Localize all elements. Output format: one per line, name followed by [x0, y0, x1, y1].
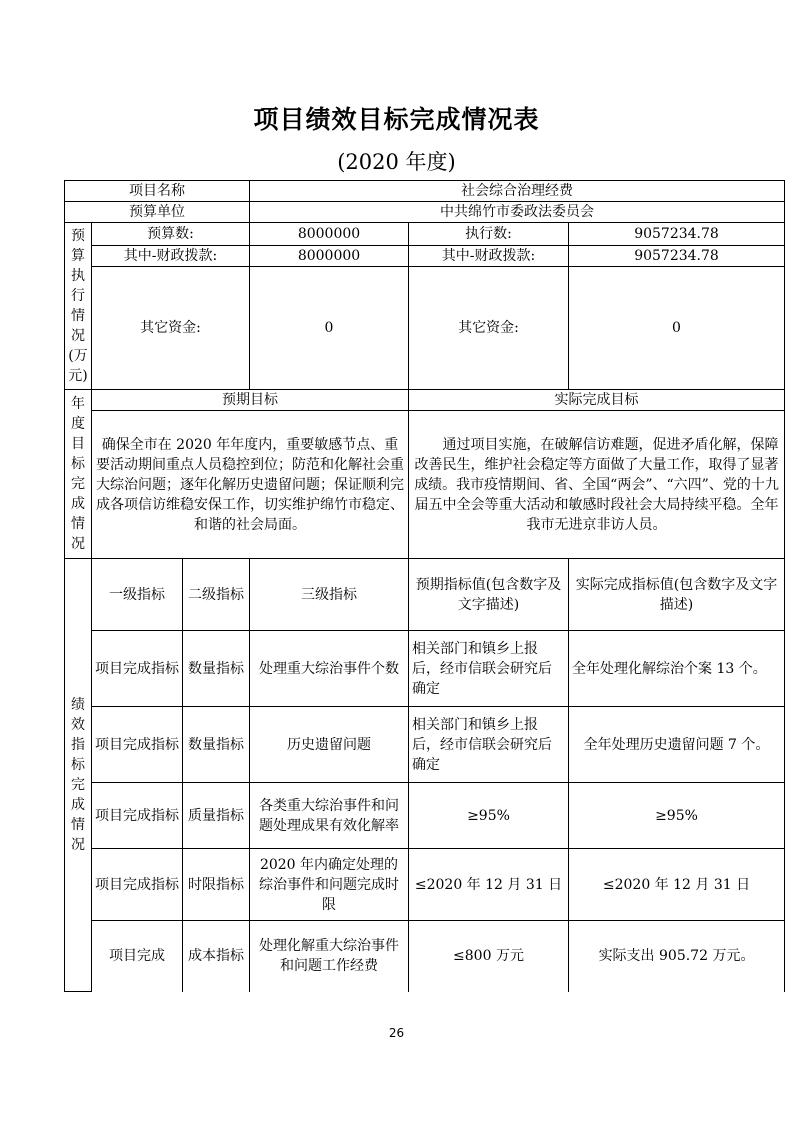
indicator-row: [65, 707, 785, 783]
indicator-level3: 处理化解重大综治事件和问题工作经费: [250, 921, 409, 992]
other-funds-row: [65, 267, 785, 390]
indicator-header-row: [65, 559, 785, 631]
indicator-level1: 项目完成指标: [92, 631, 183, 707]
indicator-level3: 2020 年内确定处理的综治事件和问题完成时限: [250, 849, 409, 921]
level3-header: 三级指标: [250, 559, 409, 631]
fiscal-exec-label: 其中-财政拨款:: [409, 246, 569, 267]
budget-row: [65, 223, 785, 246]
page-number: 26: [388, 1026, 405, 1040]
indicator-actual: 全年处理历史遗留问题 7 个。: [569, 707, 785, 783]
indicator-row: [65, 631, 785, 707]
indicator-actual: 全年处理化解综治个案 13 个。: [569, 631, 785, 707]
page-title: 项目绩效目标完成情况表: [253, 105, 540, 134]
indicator-expected: ≤800 万元: [409, 921, 569, 992]
indicator-row: [65, 783, 785, 849]
indicator-level3: 处理重大综治事件个数: [250, 631, 409, 707]
indicator-actual: 实际支出 905.72 万元。: [569, 921, 785, 992]
indicator-row: [65, 921, 785, 992]
budget-value: 8000000: [250, 223, 409, 246]
budget-unit-value: 中共绵竹市委政法委员会: [250, 202, 785, 223]
project-name-value: 社会综合治理经费: [250, 181, 785, 202]
other-budget-label: 其它资金:: [92, 267, 250, 390]
indicator-level1: 项目完成: [92, 921, 183, 992]
annual-goals-section-label: 年 度 目 标 完 成 情 况: [65, 390, 92, 559]
indicator-level2: 数量指标: [183, 707, 250, 783]
project-name-label: 项目名称: [65, 181, 250, 202]
other-exec-value: 0: [569, 267, 785, 390]
indicator-level2: 成本指标: [183, 921, 250, 992]
annual-goals-content-row: [65, 411, 785, 559]
actual-goal-header: 实际完成目标: [409, 390, 785, 411]
indicator-level2: 质量指标: [183, 783, 250, 849]
indicator-level2: 时限指标: [183, 849, 250, 921]
level1-header: 一级指标: [92, 559, 183, 631]
exec-label: 执行数:: [409, 223, 569, 246]
expected-goal-header: 预期目标: [92, 390, 409, 411]
actual-goal-text: 通过项目实施，在破解信访难题，促进矛盾化解，保障改善民生，维护社会稳定等方面做了大量工作，取得了显著成绩。我市疫情期间、省、全国“两会”、“六四”、党的十九届五中全会等重大活动和敏感时段社会大局持续平稳。全年我市无进京非访人员。: [409, 411, 785, 559]
indicator-expected: ≥95%: [409, 783, 569, 849]
indicator-actual: ≤2020 年 12 月 31 日: [569, 849, 785, 921]
indicator-expected: 相关部门和镇乡上报后，经市信联会研究后确定: [409, 631, 569, 707]
indicator-level3: 各类重大综治事件和问题处理成果有效化解率: [250, 783, 409, 849]
indicator-row: [65, 849, 785, 921]
indicator-expected: ≤2020 年 12 月 31 日: [409, 849, 569, 921]
fiscal-budget-value: 8000000: [250, 246, 409, 267]
fiscal-budget-label: 其中-财政拨款:: [92, 246, 250, 267]
indicator-expected: 相关部门和镇乡上报后，经市信联会研究后确定: [409, 707, 569, 783]
fiscal-exec-value: 9057234.78: [569, 246, 785, 267]
expected-goal-text: 确保全市在 2020 年年度内，重要敏感节点、重要活动期间重点人员稳控到位；防范和化解社会重大综治问题；逐年化解历史遗留问题；保证顺利完成各项信访维稳安保工作，切实维护绵竹市稳定、和谐的社会局面。: [92, 411, 409, 559]
other-exec-label: 其它资金:: [409, 267, 569, 390]
expected-value-header: 预期指标值(包含数字及文字描述): [409, 559, 569, 631]
level2-header: 二级指标: [183, 559, 250, 631]
page-subtitle: (2020 年度): [337, 150, 456, 174]
indicator-actual: ≥95%: [569, 783, 785, 849]
indicator-level1: 项目完成指标: [92, 783, 183, 849]
indicators-section-label: 绩 效 指 标 完 成 情 况: [65, 559, 92, 992]
budget-label: 预算数:: [92, 223, 250, 246]
fiscal-row: [65, 246, 785, 267]
indicator-level1: 项目完成指标: [92, 707, 183, 783]
indicator-level3: 历史遗留问题: [250, 707, 409, 783]
performance-table: [64, 180, 785, 992]
actual-value-header: 实际完成指标值(包含数字及文字描述): [569, 559, 785, 631]
budget-exec-section-label: 预 算 执 行 情 况 (万 元): [65, 223, 92, 390]
indicator-level1: 项目完成指标: [92, 849, 183, 921]
indicator-level2: 数量指标: [183, 631, 250, 707]
exec-value: 9057234.78: [569, 223, 785, 246]
budget-unit-row: [65, 202, 785, 223]
annual-goals-header-row: [65, 390, 785, 411]
other-budget-value: 0: [250, 267, 409, 390]
project-name-row: [65, 181, 785, 202]
budget-unit-label: 预算单位: [65, 202, 250, 223]
